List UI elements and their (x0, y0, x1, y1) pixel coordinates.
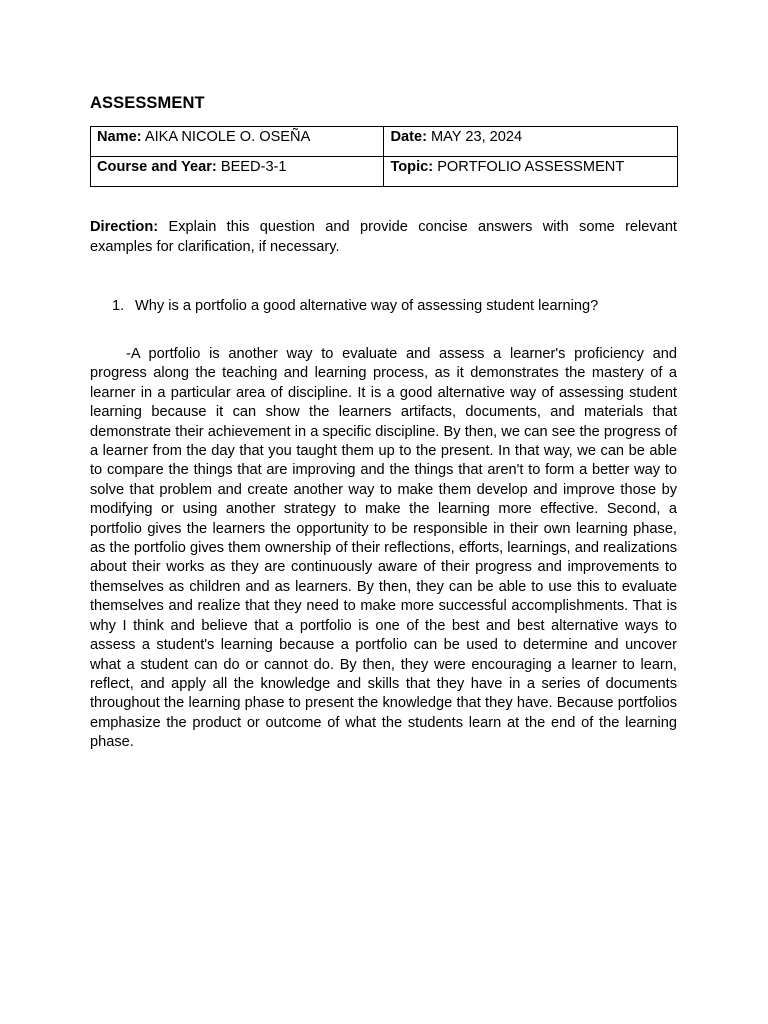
info-row-name-date (91, 127, 678, 157)
question-item (112, 297, 678, 317)
name-label: Name: (97, 129, 142, 145)
direction-text: Explain this question and provide concise answers with some relevant examples for clarification, if necessary. (90, 219, 677, 255)
direction-paragraph (90, 218, 677, 257)
date-cell (384, 127, 678, 157)
answer-paragraph: -A portfolio is another way to evaluate and assess a learner's proficiency and progress along the teaching and learning process, as it demonstrates the mastery of a learner in a particular area of discipline. It is a good alternative way of assessing student learning because it can show the learners artifacts, documents, and materials that demonstrate their achievement in a specific discipline. By then, we can see the progress of a learner from the day that you taught them up to the present. In that way, we can be able to compare the things that are improving and the things that aren't to form a better way to solve that problem and create another way to make them develop and improve those by modifying or using another strategy to make the learning more effective. Second, a portfolio gives the learners the opportunity to be responsible in their own learning phase, as the portfolio gives them ownership of their reflections, efforts, learnings, and realizations about their works as they are continuously aware of their progress and improvements to themselves as children and as learners. By then, they can be able to use this to evaluate themselves and realize that they need to make more successful accomplishments. That is why I think and believe that a portfolio is one of the best and best alternative ways to assess a student's learning because a portfolio can be used to determine and uncover what a student can do or cannot do. By then, they were encouraging a learner to learn, reflect, and apply all the knowledge and skills that they have in a series of documents throughout the learning phase to present the knowledge that they have. Because portfolios emphasize the product or outcome of what the students learn at the end of the learning phase. (90, 346, 677, 751)
document-title: ASSESSMENT (90, 94, 205, 112)
date-label: Date: (390, 129, 427, 145)
topic-label: Topic: (390, 159, 434, 175)
name-value: AIKA NICOLE O. OSEÑA (144, 129, 311, 145)
info-row-course-topic (91, 157, 678, 187)
name-cell (91, 127, 384, 157)
student-info-table (90, 126, 678, 187)
date-value: MAY 23, 2024 (431, 129, 523, 145)
question-number: 1. (112, 298, 125, 314)
direction-label: Direction: (90, 219, 159, 235)
question-text: Why is a portfolio a good alternative way of assessing student learning? (135, 298, 599, 314)
course-value: BEED-3-1 (220, 159, 287, 175)
topic-cell (384, 157, 678, 187)
course-label: Course and Year: (97, 159, 217, 175)
course-cell (91, 157, 384, 187)
topic-value: PORTFOLIO ASSESSMENT (437, 159, 625, 175)
